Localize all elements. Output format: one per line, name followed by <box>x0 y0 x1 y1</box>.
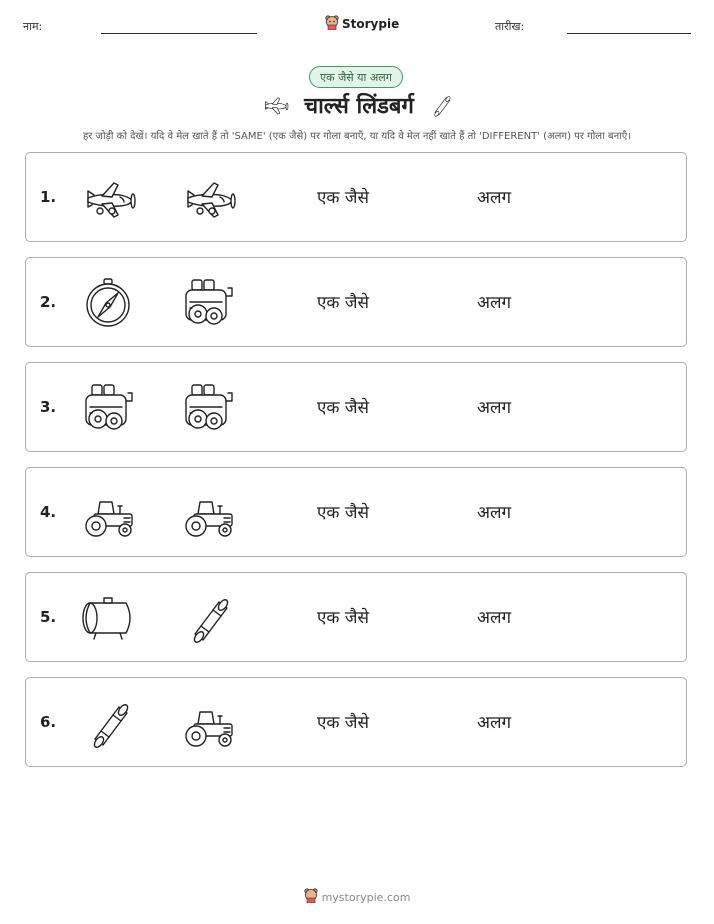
date-line[interactable] <box>567 33 691 34</box>
engine-icon <box>180 383 236 433</box>
date-label: तारीख: <box>495 20 525 33</box>
same-option[interactable]: एक जैसे <box>317 293 369 313</box>
airplane-icon <box>260 93 290 117</box>
question-row <box>25 572 687 662</box>
brand-name: Storypie <box>342 17 400 31</box>
same-option[interactable]: एक जैसे <box>317 713 369 733</box>
different-option[interactable]: अलग <box>477 188 512 208</box>
engine-icon <box>180 278 236 328</box>
question-row <box>25 677 687 767</box>
tractor-icon <box>180 698 236 748</box>
different-option[interactable]: अलग <box>477 713 512 733</box>
question-number: 5. <box>40 608 57 626</box>
name-line[interactable] <box>101 33 257 34</box>
question-number: 3. <box>40 398 57 416</box>
question-number: 4. <box>40 503 57 521</box>
airplane-icon <box>180 173 236 223</box>
title-row <box>0 90 714 120</box>
fuel-tank-icon <box>80 593 136 643</box>
compass-icon <box>80 278 136 328</box>
same-option[interactable]: एक जैसे <box>317 188 369 208</box>
instructions: हर जोड़ी को देखें। यदि वे मेल खाते हैं तो 'SAME' (एक जैसे) पर गोला बनाएँ, या यदि वे मेल नहीं खाते हैं तो 'DIFFERENT' (अलग) पर गोला बनाएँ। <box>82 131 632 142</box>
question-number: 2. <box>40 293 57 311</box>
pipe-icon <box>180 593 236 643</box>
bear-logo-icon <box>325 14 339 34</box>
question-number: 1. <box>40 188 57 206</box>
worksheet-type-badge: एक जैसे या अलग <box>309 66 403 88</box>
question-row <box>25 467 687 557</box>
bear-logo-icon <box>304 887 318 907</box>
tractor-icon <box>80 488 136 538</box>
airplane-icon <box>80 173 136 223</box>
question-row <box>25 257 687 347</box>
same-option[interactable]: एक जैसे <box>317 503 369 523</box>
different-option[interactable]: अलग <box>477 398 512 418</box>
page-title: चार्ल्स लिंडबर्ग <box>304 94 414 119</box>
same-option[interactable]: एक जैसे <box>317 608 369 628</box>
pipe-icon <box>80 698 136 748</box>
question-row <box>25 152 687 242</box>
same-option[interactable]: एक जैसे <box>317 398 369 418</box>
footer-url[interactable]: mystorypie.com <box>321 890 411 904</box>
footer <box>0 887 714 907</box>
pipe-icon <box>428 93 454 117</box>
question-row <box>25 362 687 452</box>
different-option[interactable]: अलग <box>477 293 512 313</box>
brand-logo <box>325 14 399 34</box>
engine-icon <box>80 383 136 433</box>
tractor-icon <box>180 488 236 538</box>
different-option[interactable]: अलग <box>477 608 512 628</box>
name-label: नाम: <box>23 20 43 33</box>
question-number: 6. <box>40 713 57 731</box>
different-option[interactable]: अलग <box>477 503 512 523</box>
